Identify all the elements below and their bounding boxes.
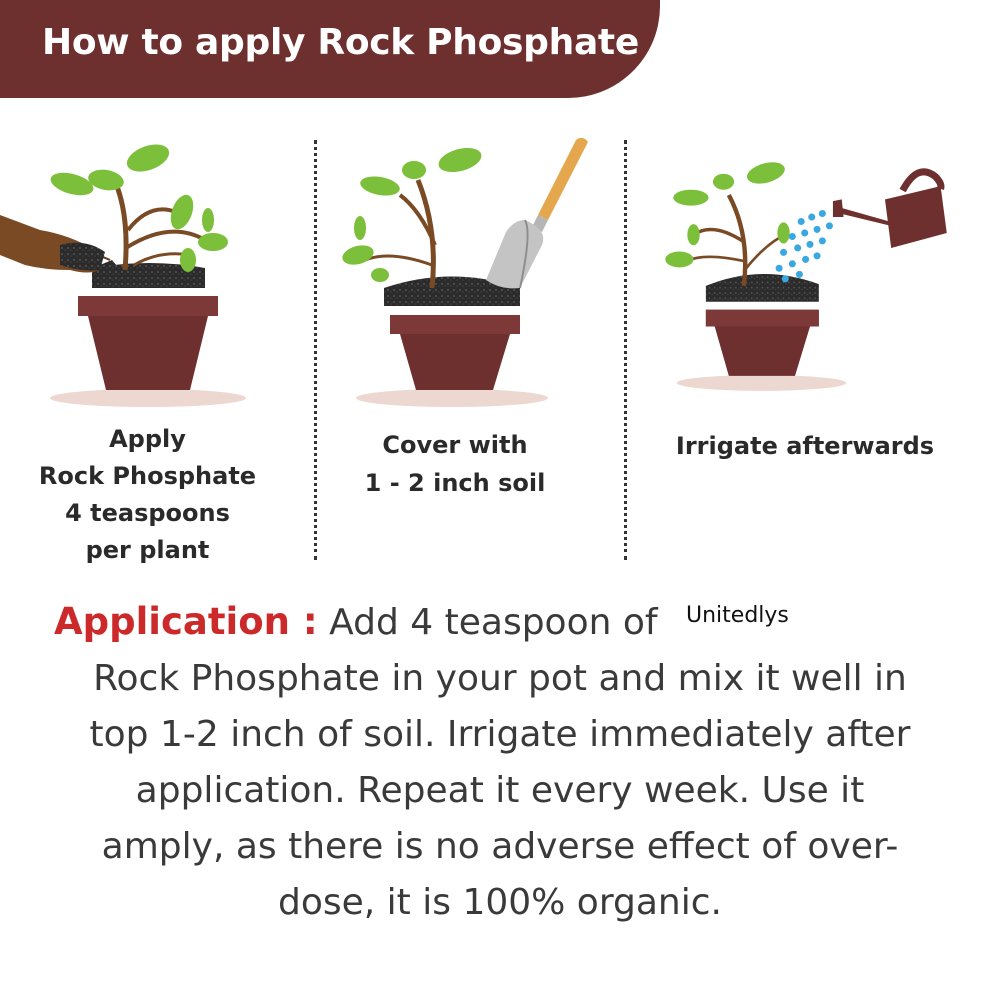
page-title: How to apply Rock Phosphate <box>42 22 639 63</box>
application-line: Rock Phosphate in your pot and mix it well in <box>93 658 907 699</box>
step-2-caption <box>330 426 580 502</box>
divider-left <box>314 140 317 560</box>
application-line: amply, as there is no adverse effect of over- <box>101 826 899 867</box>
step-1-line: Apply <box>109 425 186 453</box>
watering-can-icon <box>660 120 960 420</box>
trowel-icon <box>320 120 620 420</box>
divider-right <box>624 140 627 560</box>
step-1-line: per plant <box>85 536 210 564</box>
application-line: top 1-2 inch of soil. Irrigate immediately after <box>89 714 911 755</box>
step-2-line: Cover with <box>382 431 528 459</box>
step-1-line: Rock Phosphate <box>38 462 257 490</box>
step-3-caption <box>645 428 965 465</box>
application-line: application. Repeat it every week. Use it <box>135 770 865 811</box>
application-text: Add 4 teaspoon of <box>329 602 658 643</box>
application-line: dose, it is 100% organic. <box>278 882 722 923</box>
application-label: Application : <box>54 600 318 643</box>
hand-pouring-icon <box>0 120 300 420</box>
watermark-text: Unitedlys <box>686 603 789 628</box>
step-1-caption <box>20 421 275 569</box>
application-line <box>40 594 960 651</box>
step-2-line: 1 - 2 inch soil <box>364 469 546 497</box>
step-1-line: 4 teaspoons <box>65 499 230 527</box>
application-paragraph <box>40 594 960 931</box>
step-3-line: Irrigate afterwards <box>675 432 935 460</box>
